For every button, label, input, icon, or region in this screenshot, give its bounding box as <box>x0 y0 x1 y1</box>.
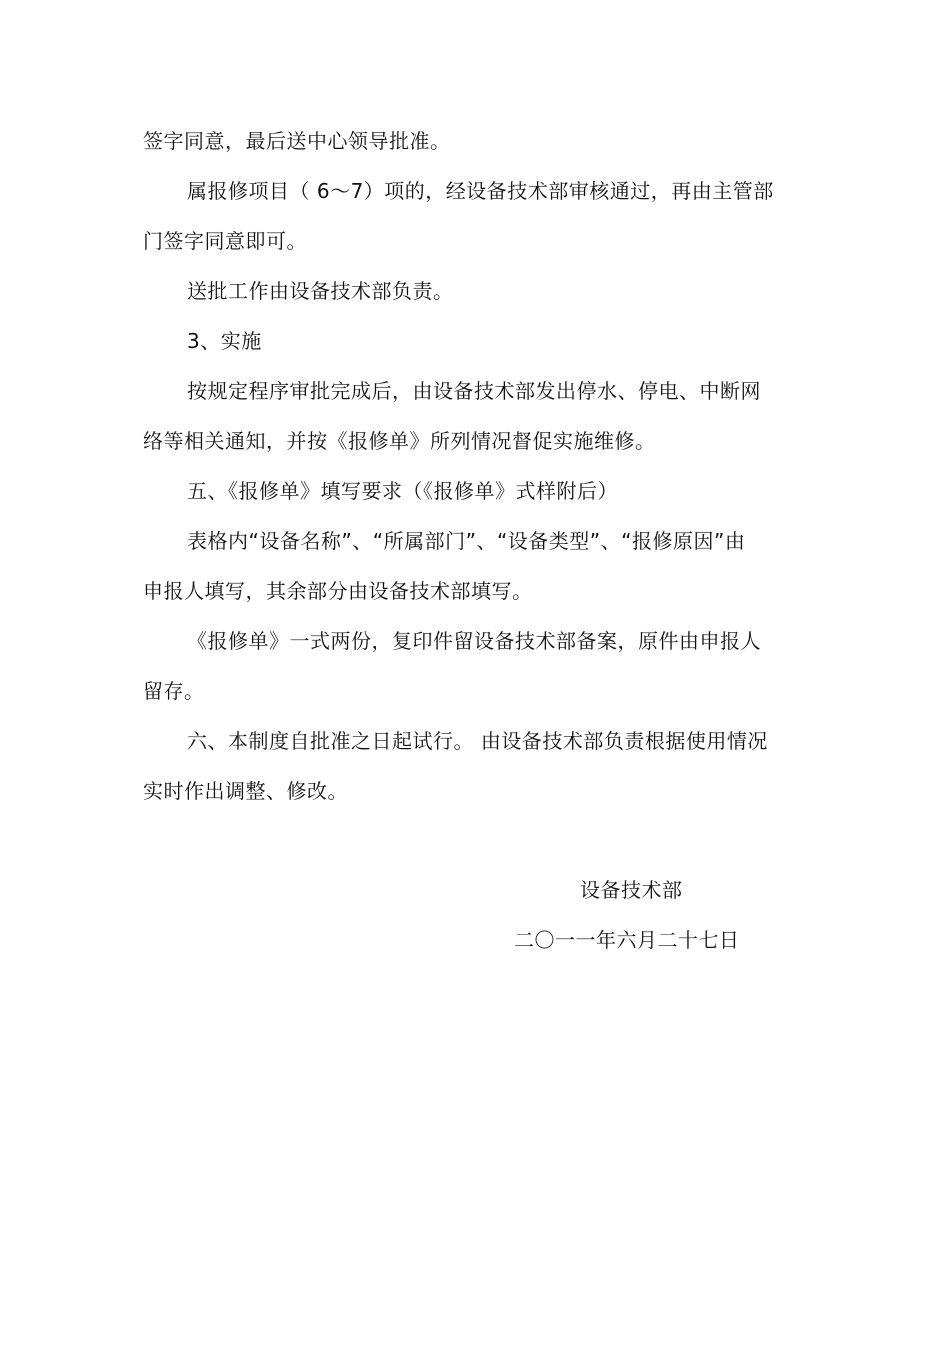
body-text-line: 按规定程序审批完成后，由设备技术部发出停水、停电、中断网 <box>187 379 761 403</box>
section-heading: 五、《报修单》填写要求（《报修单》式样附后） <box>187 479 618 503</box>
body-text-line: 送批工作由设备技术部负责。 <box>187 279 454 303</box>
body-text-line: 实时作出调整、修改。 <box>143 779 348 803</box>
body-text-line: 络等相关通知，并按《报修单》所列情况督促实施维修。 <box>143 429 656 453</box>
body-text-line: 《报修单》一式两份，复印件留设备技术部备案，原件由申报人 <box>187 629 761 653</box>
body-text-line: 表格内“设备名称”、“所属部门”、“设备类型”、“报修原因”由 <box>187 529 746 553</box>
signature-department: 设备技术部 <box>580 878 683 902</box>
body-text-line: 签字同意，最后送中心领导批准。 <box>143 129 451 153</box>
section-heading: 六、本制度自批准之日起试行。 由设备技术部负责根据使用情况 <box>187 729 768 753</box>
body-text-line: 门签字同意即可。 <box>143 229 307 253</box>
body-text-line: 属报修项目（ 6～7）项的，经设备技术部审核通过，再由主管部 <box>187 179 774 203</box>
section-heading: 3、实施 <box>187 329 262 353</box>
signature-date: 二〇一一年六月二十七日 <box>514 928 740 952</box>
body-text-line: 留存。 <box>143 679 205 703</box>
body-text-line: 申报人填写，其余部分由设备技术部填写。 <box>143 579 533 603</box>
